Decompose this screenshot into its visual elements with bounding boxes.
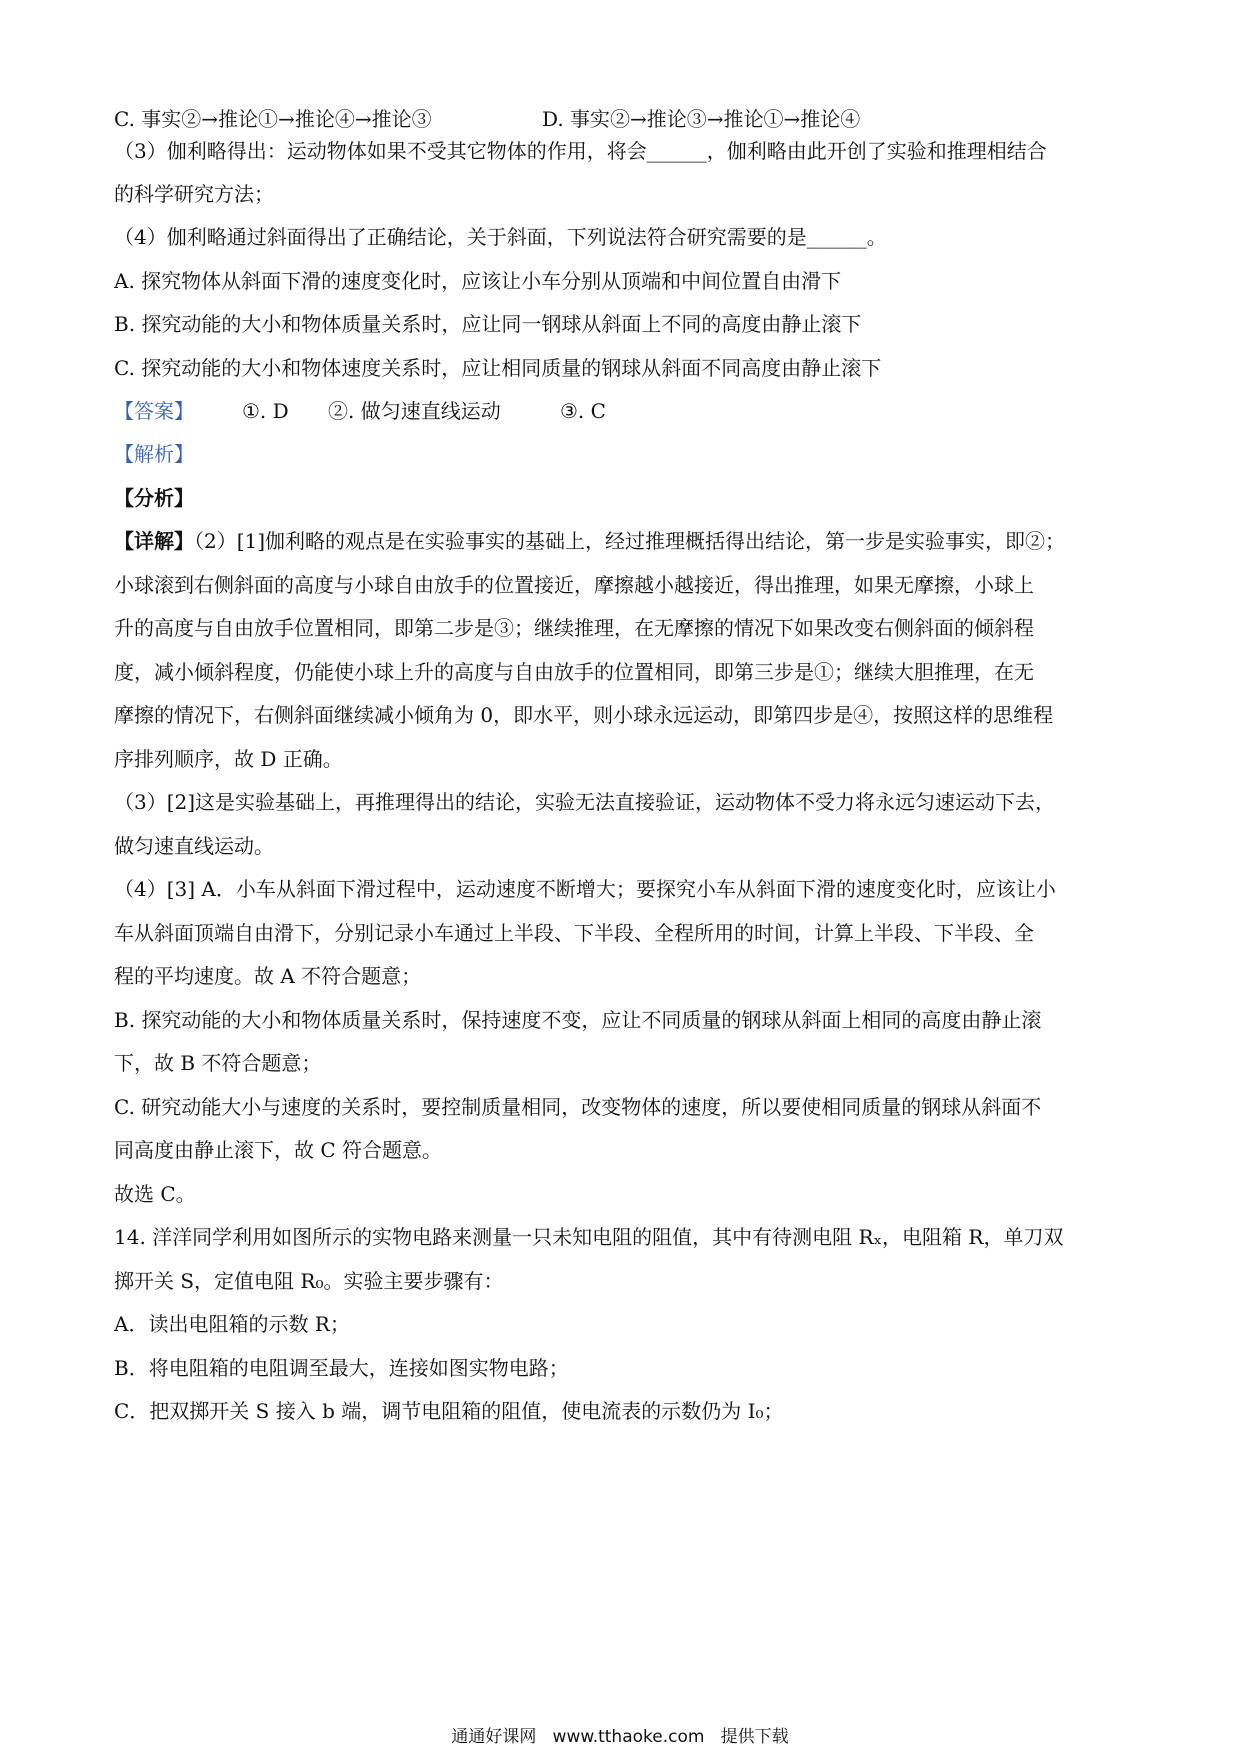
detail-line-11: 程的平均速度。故 A 不符合题意； xyxy=(114,964,422,988)
detail-line-9: （4）[3] A．小车从斜面下滑过程中，运动速度不断增大；要探究小车从斜面下滑的速度变化时，应该让小 xyxy=(114,877,1056,901)
footer-site: 通通好课网 xyxy=(451,1727,537,1747)
footer-url[interactable]: www.tthaoke.com xyxy=(552,1727,705,1747)
detail-line-10: 车从斜面顶端自由滑下，分别记录小车通过上半段、下半段、全程所用的时间，计算上半段、下半段、全 xyxy=(114,921,1034,945)
question-14-line-1: 14. 洋洋同学利用如图所示的实物电路来测量一只未知电阻的阻值，其中有待测电阻 Rₓ，电阻箱 R，单刀双 xyxy=(114,1225,1064,1249)
option-a-line: A. 探究物体从斜面下滑的速度变化时，应该让小车分别从顶端和中间位置自由滑下 xyxy=(114,269,842,293)
analysis-label: 【解析】 xyxy=(114,442,194,466)
answer-item-3: ③. C xyxy=(560,399,606,423)
detail-line-1 xyxy=(114,525,1134,557)
detail-line-15: 同高度由静止滚下，故 C 符合题意。 xyxy=(114,1138,443,1162)
answer-row xyxy=(114,395,1134,427)
step-a: A．读出电阻箱的示数 R； xyxy=(114,1312,350,1336)
detail-line-12: B. 探究动能的大小和物体质量关系时，保持速度不变，应让不同质量的钢球从斜面上相同的高度由静止滚 xyxy=(114,1008,1042,1032)
detail-text-1: （2）[1]伽利略的观点是在实验事实的基础上，经过推理概括得出结论，第一步是实验事实，即②； xyxy=(194,529,1066,553)
detail-line-2: 小球滚到右侧斜面的高度与小球自由放手的位置接近，摩擦越小越接近，得出推理，如果无摩擦，小球上 xyxy=(114,573,1034,597)
answer-item-2: ②. 做匀速直线运动 xyxy=(328,399,501,423)
detail-line-16: 故选 C。 xyxy=(114,1182,196,1206)
footer-suffix: 提供下载 xyxy=(720,1727,789,1747)
question-3-line-1: （3）伽利略得出：运动物体如果不受其它物体的作用，将会______，伽利略由此开创了实验和推理相结合 xyxy=(114,139,1047,163)
answer-label: 【答案】 xyxy=(114,399,194,423)
detail-line-5: 摩擦的情况下，右侧斜面继续减小倾角为 0，即水平，则小球永远运动，即第四步是④，按照这样的思维程 xyxy=(114,703,1054,727)
detail-line-7: （3）[2]这是实验基础上，再推理得出的结论，实验无法直接验证，运动物体不受力将永远匀速运动下去， xyxy=(114,790,1056,814)
question-14-line-2: 掷开关 S，定值电阻 R₀。实验主要步骤有： xyxy=(114,1269,504,1293)
detail-line-4: 度，减小倾斜程度，仍能使小球上升的高度与自由放手的位置相同，即第三步是①；继续大胆推理，在无 xyxy=(114,660,1034,684)
fenxi-label: 【分析】 xyxy=(114,486,194,510)
detail-label: 【详解】 xyxy=(114,529,194,553)
options-row-cd xyxy=(114,103,1134,135)
step-b: B．将电阻箱的电阻调至最大，连接如图实物电路； xyxy=(114,1356,569,1380)
step-c: C．把双掷开关 S 接入 b 端，调节电阻箱的阻值，使电流表的示数仍为 I₀； xyxy=(114,1399,784,1423)
footer xyxy=(0,1722,1240,1747)
question-4-line: （4）伽利略通过斜面得出了正确结论，关于斜面，下列说法符合研究需要的是______。 xyxy=(114,225,887,249)
option-d: D. 事实②→推论③→推论①→推论④ xyxy=(542,107,861,131)
detail-line-3: 升的高度与自由放手位置相同，即第二步是③；继续推理，在无摩擦的情况下如果改变右侧斜面的倾斜程 xyxy=(114,616,1034,640)
detail-line-8: 做匀速直线运动。 xyxy=(114,834,274,858)
option-b-line: B. 探究动能的大小和物体质量关系时，应让同一钢球从斜面上不同的高度由静止滚下 xyxy=(114,312,862,336)
question-3-line-2: 的科学研究方法； xyxy=(114,182,274,206)
detail-line-14: C. 研究动能大小与速度的关系时，要控制质量相同，改变物体的速度，所以要使相同质量的钢球从斜面不 xyxy=(114,1095,1042,1119)
detail-line-6: 序排列顺序，故 D 正确。 xyxy=(114,747,343,771)
answer-item-1: ①. D xyxy=(242,399,289,423)
option-c: C. 事实②→推论①→推论④→推论③ xyxy=(114,107,432,131)
option-c-line: C. 探究动能的大小和物体速度关系时，应让相同质量的钢球从斜面不同高度由静止滚下 xyxy=(114,356,882,380)
detail-line-13: 下，故 B 不符合题意； xyxy=(114,1051,322,1075)
